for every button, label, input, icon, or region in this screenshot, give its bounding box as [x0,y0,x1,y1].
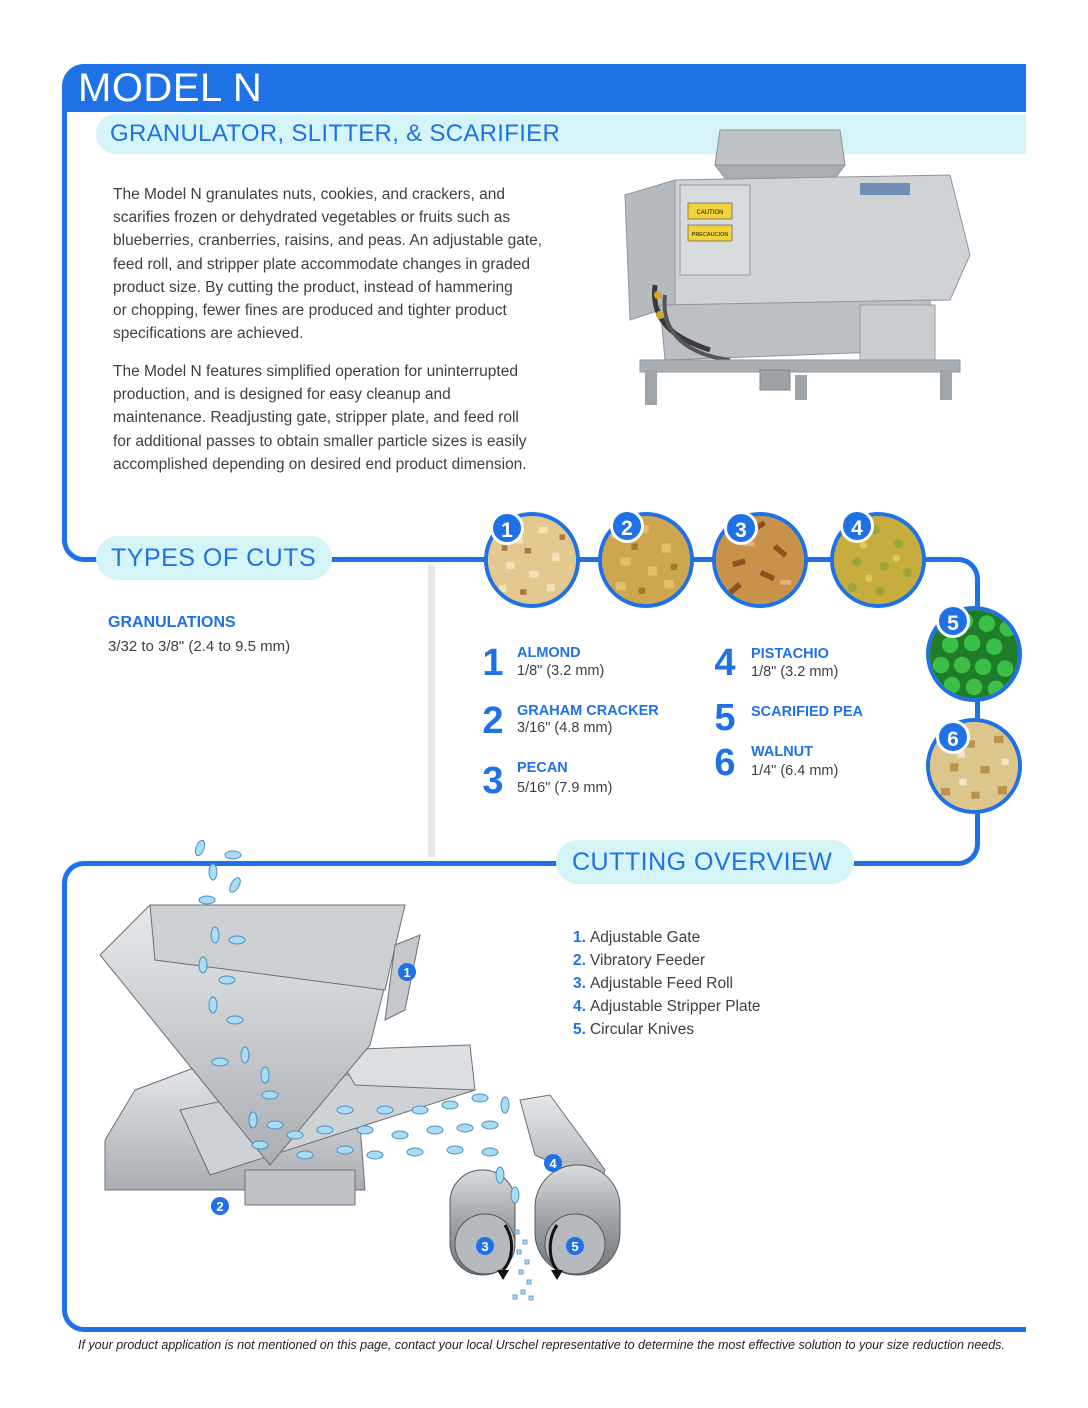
cut-size-walnut: 1/4" (6.4 mm) [751,763,839,779]
footer-note: If your product application is not mentioned on this page, contact your local Urschel representative to determine the most effective solution to your size reduction needs. [78,1338,1005,1352]
overview-left-vertical [62,895,67,1310]
intro-paragraph-2: The Model N features simplified operation for uninterrupted production, and is designed for easy cleanup and maintenance. Readjusting gate, stripper plate, and feed roll for additional passes to obtain smaller particle sizes is easily accomplished depending on desired end product dimension. [113,363,527,473]
svg-text:5: 5 [571,1239,579,1254]
overview-item-1: 1. Adjustable Gate [573,929,701,946]
svg-text:CAUTION: CAUTION [696,210,724,216]
cut-badge-6: 6 [936,720,970,754]
cut-name-pecan: PECAN [517,760,568,776]
cut-size-pistachio: 1/8" (3.2 mm) [751,664,839,680]
cut-name-pistachio: PISTACHIO [751,646,829,662]
overview-item-5: 5. Circular Knives [573,1021,695,1038]
granulations-range: 3/32 to 3/8" (2.4 to 9.5 mm) [108,638,291,655]
svg-text:3: 3 [481,1239,489,1254]
cut-badge-3: 3 [724,511,758,545]
cut-name-almond: ALMOND [517,645,581,661]
overview-item-2: 2. Vibratory Feeder [573,952,706,969]
svg-text:1: 1 [403,965,411,980]
cut-badge-1: 1 [490,511,524,545]
cut-name-scarified-pea: SCARIFIED PEA [751,704,863,720]
cut-number-4: 4 [714,642,736,684]
cut-size-graham-cracker: 3/16" (4.8 mm) [517,720,613,736]
right-upper-curve [940,557,980,597]
intro-paragraph-1: The Model N granulates nuts, cookies, and crackers, and scarifies frozen or dehydrated vegetables or fruits such as blueberries, cranberries, raisins, and peas. An adjustable gate, feed roll, and stripper plate accommodate changes in graded product size. By cutting the product, instead of hammering or chopping, fewer fines are produced and tighter product specifications are achieved. [113,186,543,343]
cut-badge-4: 4 [840,509,874,543]
column-divider [428,565,435,857]
right-lower-curve [940,826,980,866]
page-title: MODEL N [78,66,263,110]
cutting-diagram [95,830,635,1310]
cut-number-6: 6 [714,742,736,784]
cut-number-1: 1 [482,642,504,684]
svg-text:2: 2 [216,1199,224,1214]
machine-photo [620,125,980,415]
granulations-title: GRANULATIONS [108,614,236,631]
cut-name-graham-cracker: GRAHAM CRACKER [517,703,659,719]
cut-name-walnut: WALNUT [751,744,814,760]
cut-size-pecan: 5/16" (7.9 mm) [517,780,613,796]
page-subtitle: GRANULATOR, SLITTER, & SCARIFIER [110,120,561,147]
cut-size-almond: 1/8" (3.2 mm) [517,663,605,679]
svg-text:4: 4 [549,1156,557,1171]
cut-badge-5: 5 [936,604,970,638]
types-of-cuts-heading: TYPES OF CUTS [111,544,317,572]
left-vertical-line [62,112,67,542]
overview-item-4: 4. Adjustable Stripper Plate [573,998,761,1015]
cut-badge-2: 2 [610,509,644,543]
overview-bottom-line [95,1327,1026,1332]
cutting-overview-heading: CUTTING OVERVIEW [572,848,833,876]
cut-number-2: 2 [482,700,504,742]
cut-number-5: 5 [714,697,736,739]
overview-horizontal-right [850,861,950,866]
cut-number-3: 3 [482,760,504,802]
overview-item-3: 3. Adjustable Feed Roll [573,975,733,992]
svg-text:PRECAUCION: PRECAUCION [691,232,729,238]
